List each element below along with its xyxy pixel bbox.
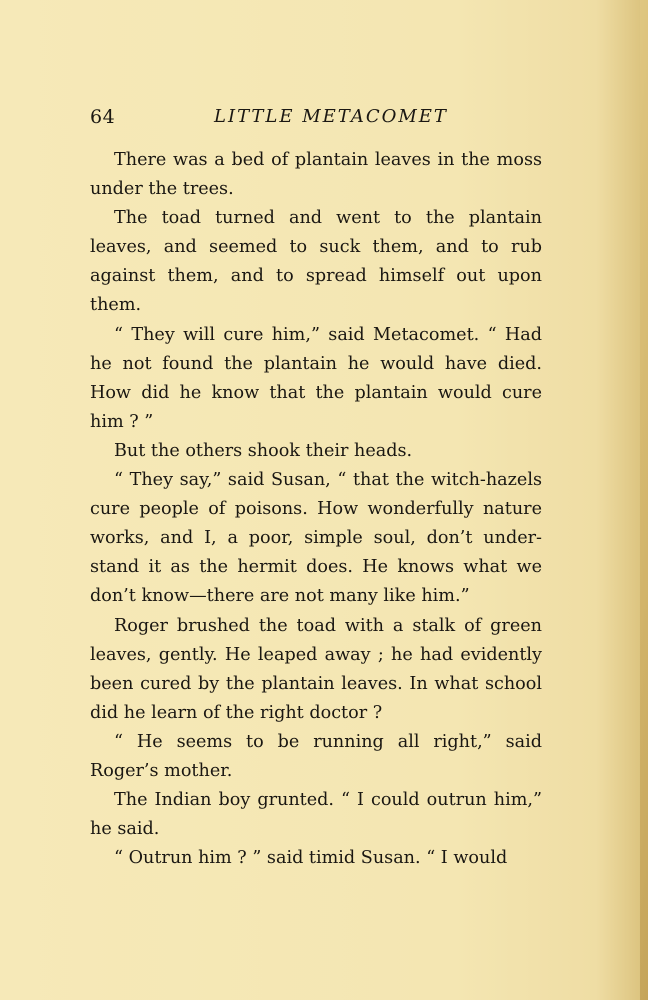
running-title: LITTLE METACOMET — [214, 106, 448, 127]
paragraph: There was a bed of plantain leaves in the moss under the trees. — [90, 150, 542, 200]
paragraph: “ They will cure him,” said Metacomet. “ Had he not found the plantain he would have died. How did he know that the plantain would cure him ? ” — [90, 324, 542, 432]
body-text — [90, 146, 542, 873]
paragraph: Roger brushed the toad with a stalk of green leaves, gently. He leaped away ; he had evidently been cured by the plantain leaves. In what school did he learn of the right doctor ? — [90, 615, 542, 723]
page-header — [90, 106, 542, 140]
paragraph: “ He seems to be running all right,” said Roger’s mother. — [90, 731, 542, 781]
paragraph: “ Outrun him ? ” said timid Susan. “ I would — [114, 848, 508, 869]
page-edge — [640, 0, 648, 1000]
page-number: 64 — [90, 106, 116, 128]
paragraph: The toad turned and went to the plantain leaves, and seemed to suck them, and to rub against them, and to spread himself out upon them. — [90, 208, 542, 316]
paragraph: But the others shook their heads. — [114, 440, 413, 461]
paragraph: The Indian boy grunted. “ I could outrun him,” he said. — [90, 790, 542, 840]
paragraph: “ They say,” said Susan, “ that the witch-hazels cure people of poisons. How wonderfully nature works, and I, a poor, simple soul, don’t understand it as the hermit does. He knows what we don’t know—there are not many like him.” — [90, 470, 542, 607]
